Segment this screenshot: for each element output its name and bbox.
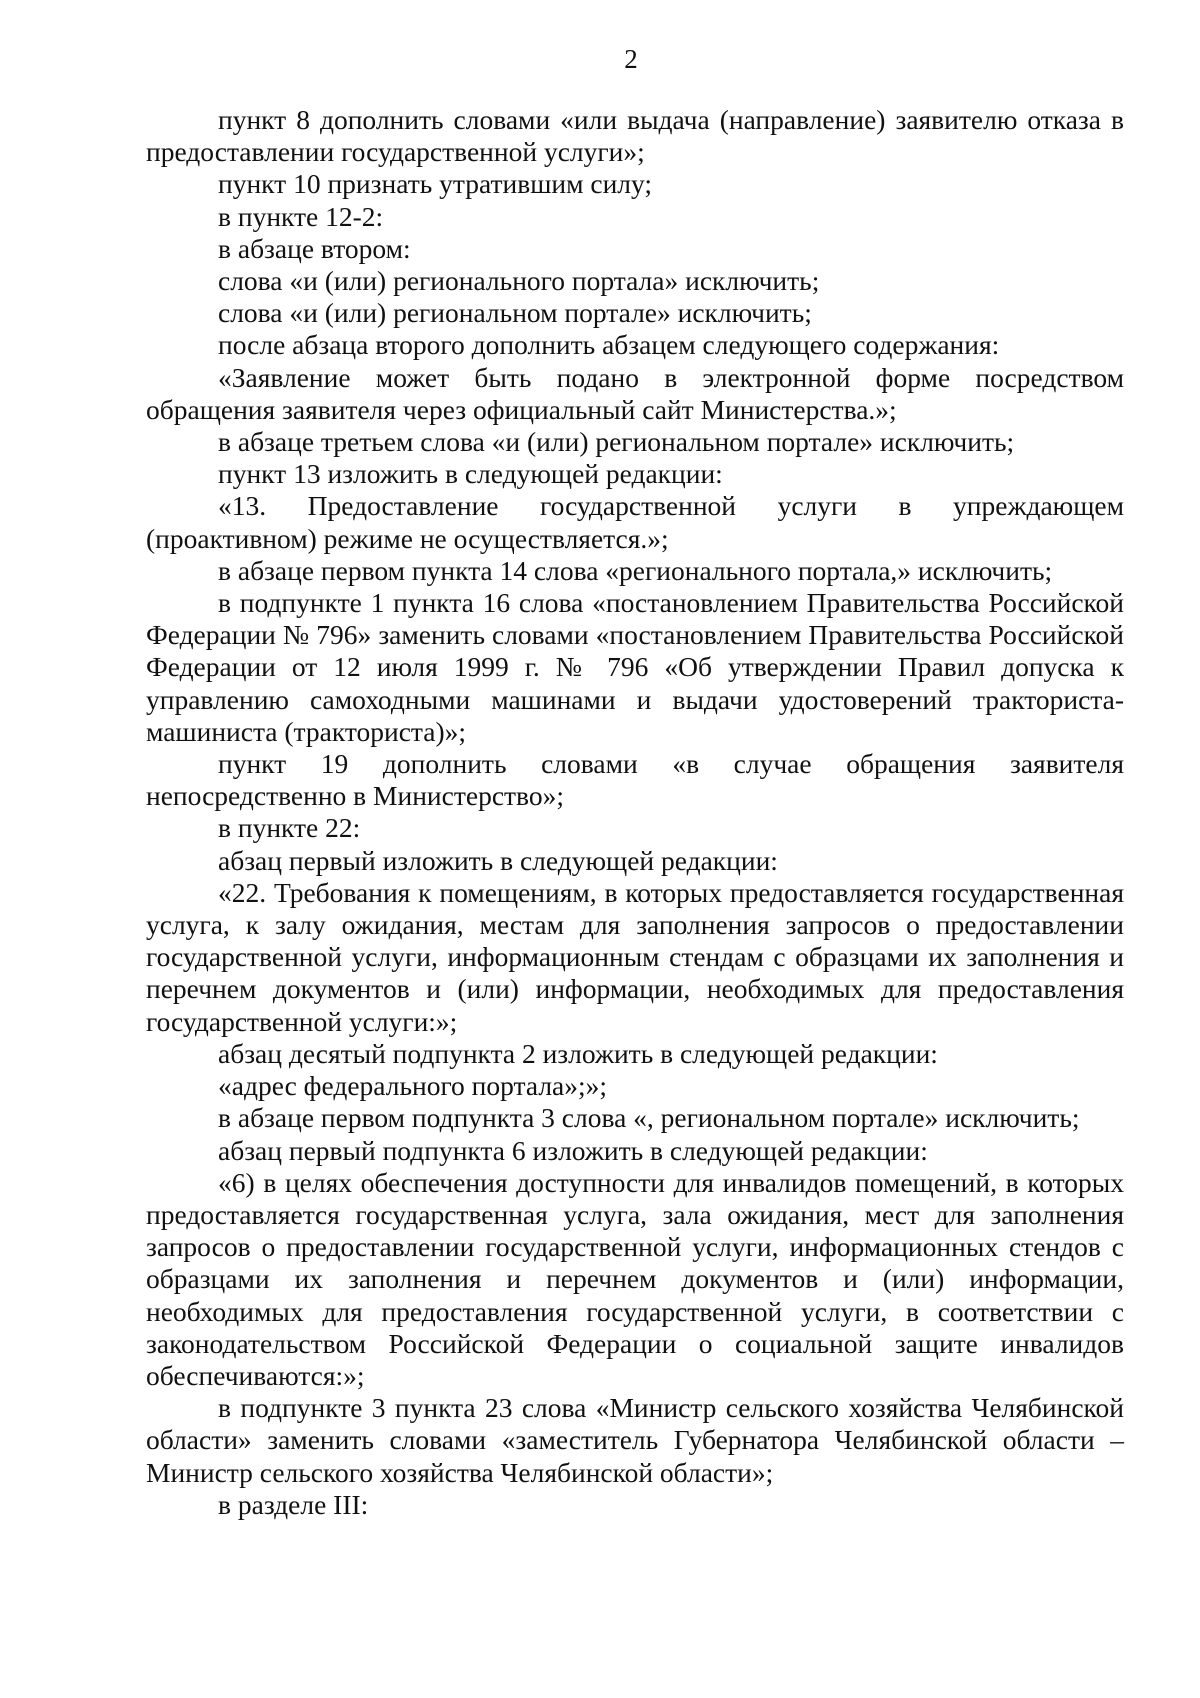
paragraph: в подпункте 1 пункта 16 слова «постановлением Правительства Российской Федерации № 796» заменить словами «постановлением Правительства Российской Федерации от 12 июля 1999 г. № 796 «Об утверждении Правил допуска к управлению самоходными машинами и выдачи удостоверений тракториста-машиниста (тракториста)»; bbox=[146, 587, 1124, 747]
paragraph: «адрес федерального портала»;»; bbox=[218, 1070, 608, 1102]
paragraph: «13. Предоставление государственной услуги в упреждающем (проактивном) режиме не осуществляется.»; bbox=[146, 490, 1124, 554]
document-body bbox=[146, 104, 1124, 1521]
paragraph: «6) в целях обеспечения доступности для инвалидов помещений, в которых предоставляется государственная услуга, зала ожидания, мест для заполнения запросов о предоставлении государственной услуги, информационных стендов с образцами их заполнения и перечнем документов и (или) информации, необходимых для предоставления государственной услуги, в соответствии с законодательством Российской Федерации о социальной защите инвалидов обеспечиваются:»; bbox=[146, 1166, 1124, 1391]
paragraph: в абзаце первом подпункта 3 слова «, региональном портале» исключить; bbox=[218, 1102, 1080, 1134]
paragraph: в подпункте 3 пункта 23 слова «Министр сельского хозяйства Челябинской области» заменить словами «заместитель Губернатора Челябинской области – Министр сельского хозяйства Челябинской области»; bbox=[146, 1392, 1124, 1488]
paragraph: пункт 8 дополнить словами «или выдача (направление) заявителю отказа в предоставлении государственной услуги»; bbox=[146, 104, 1124, 168]
paragraph: слова «и (или) региональном портале» исключить; bbox=[218, 297, 812, 329]
paragraph: в абзаце втором: bbox=[218, 232, 411, 264]
paragraph: пункт 10 признать утратившим силу; bbox=[218, 168, 653, 200]
paragraph: в абзаце третьем слова «и (или) региональном портале» исключить; bbox=[218, 426, 1015, 458]
paragraph: в пункте 22: bbox=[218, 812, 361, 844]
paragraph: в пункте 12-2: bbox=[218, 200, 384, 232]
page-number: 2 bbox=[624, 44, 638, 74]
paragraph: слова «и (или) регионального портала» исключить; bbox=[218, 265, 820, 297]
paragraph: после абзаца второго дополнить абзацем следующего содержания: bbox=[218, 329, 1000, 361]
paragraph: «Заявление может быть подано в электронной форме посредством обращения заявителя через официальный сайт Министерства.»; bbox=[146, 361, 1124, 425]
paragraph: «22. Требования к помещениям, в которых предоставляется государственная услуга, к залу ожидания, местам для заполнения запросов о предоставлении государственной услуги, информационным стендам с образцами их заполнения и перечнем документов и (или) информации, необходимых для предоставления государственной услуги:»; bbox=[146, 876, 1124, 1037]
paragraph: в разделе III: bbox=[218, 1488, 369, 1520]
paragraph: абзац первый изложить в следующей редакции: bbox=[218, 844, 778, 876]
paragraph: абзац десятый подпункта 2 изложить в следующей редакции: bbox=[218, 1037, 938, 1069]
paragraph: абзац первый подпункта 6 изложить в следующей редакции: bbox=[218, 1134, 928, 1166]
paragraph: пункт 19 дополнить словами «в случае обращения заявителя непосредственно в Министерство»; bbox=[146, 748, 1124, 812]
paragraph: пункт 13 изложить в следующей редакции: bbox=[218, 458, 723, 490]
paragraph: в абзаце первом пункта 14 слова «регионального портала,» исключить; bbox=[218, 554, 1053, 586]
